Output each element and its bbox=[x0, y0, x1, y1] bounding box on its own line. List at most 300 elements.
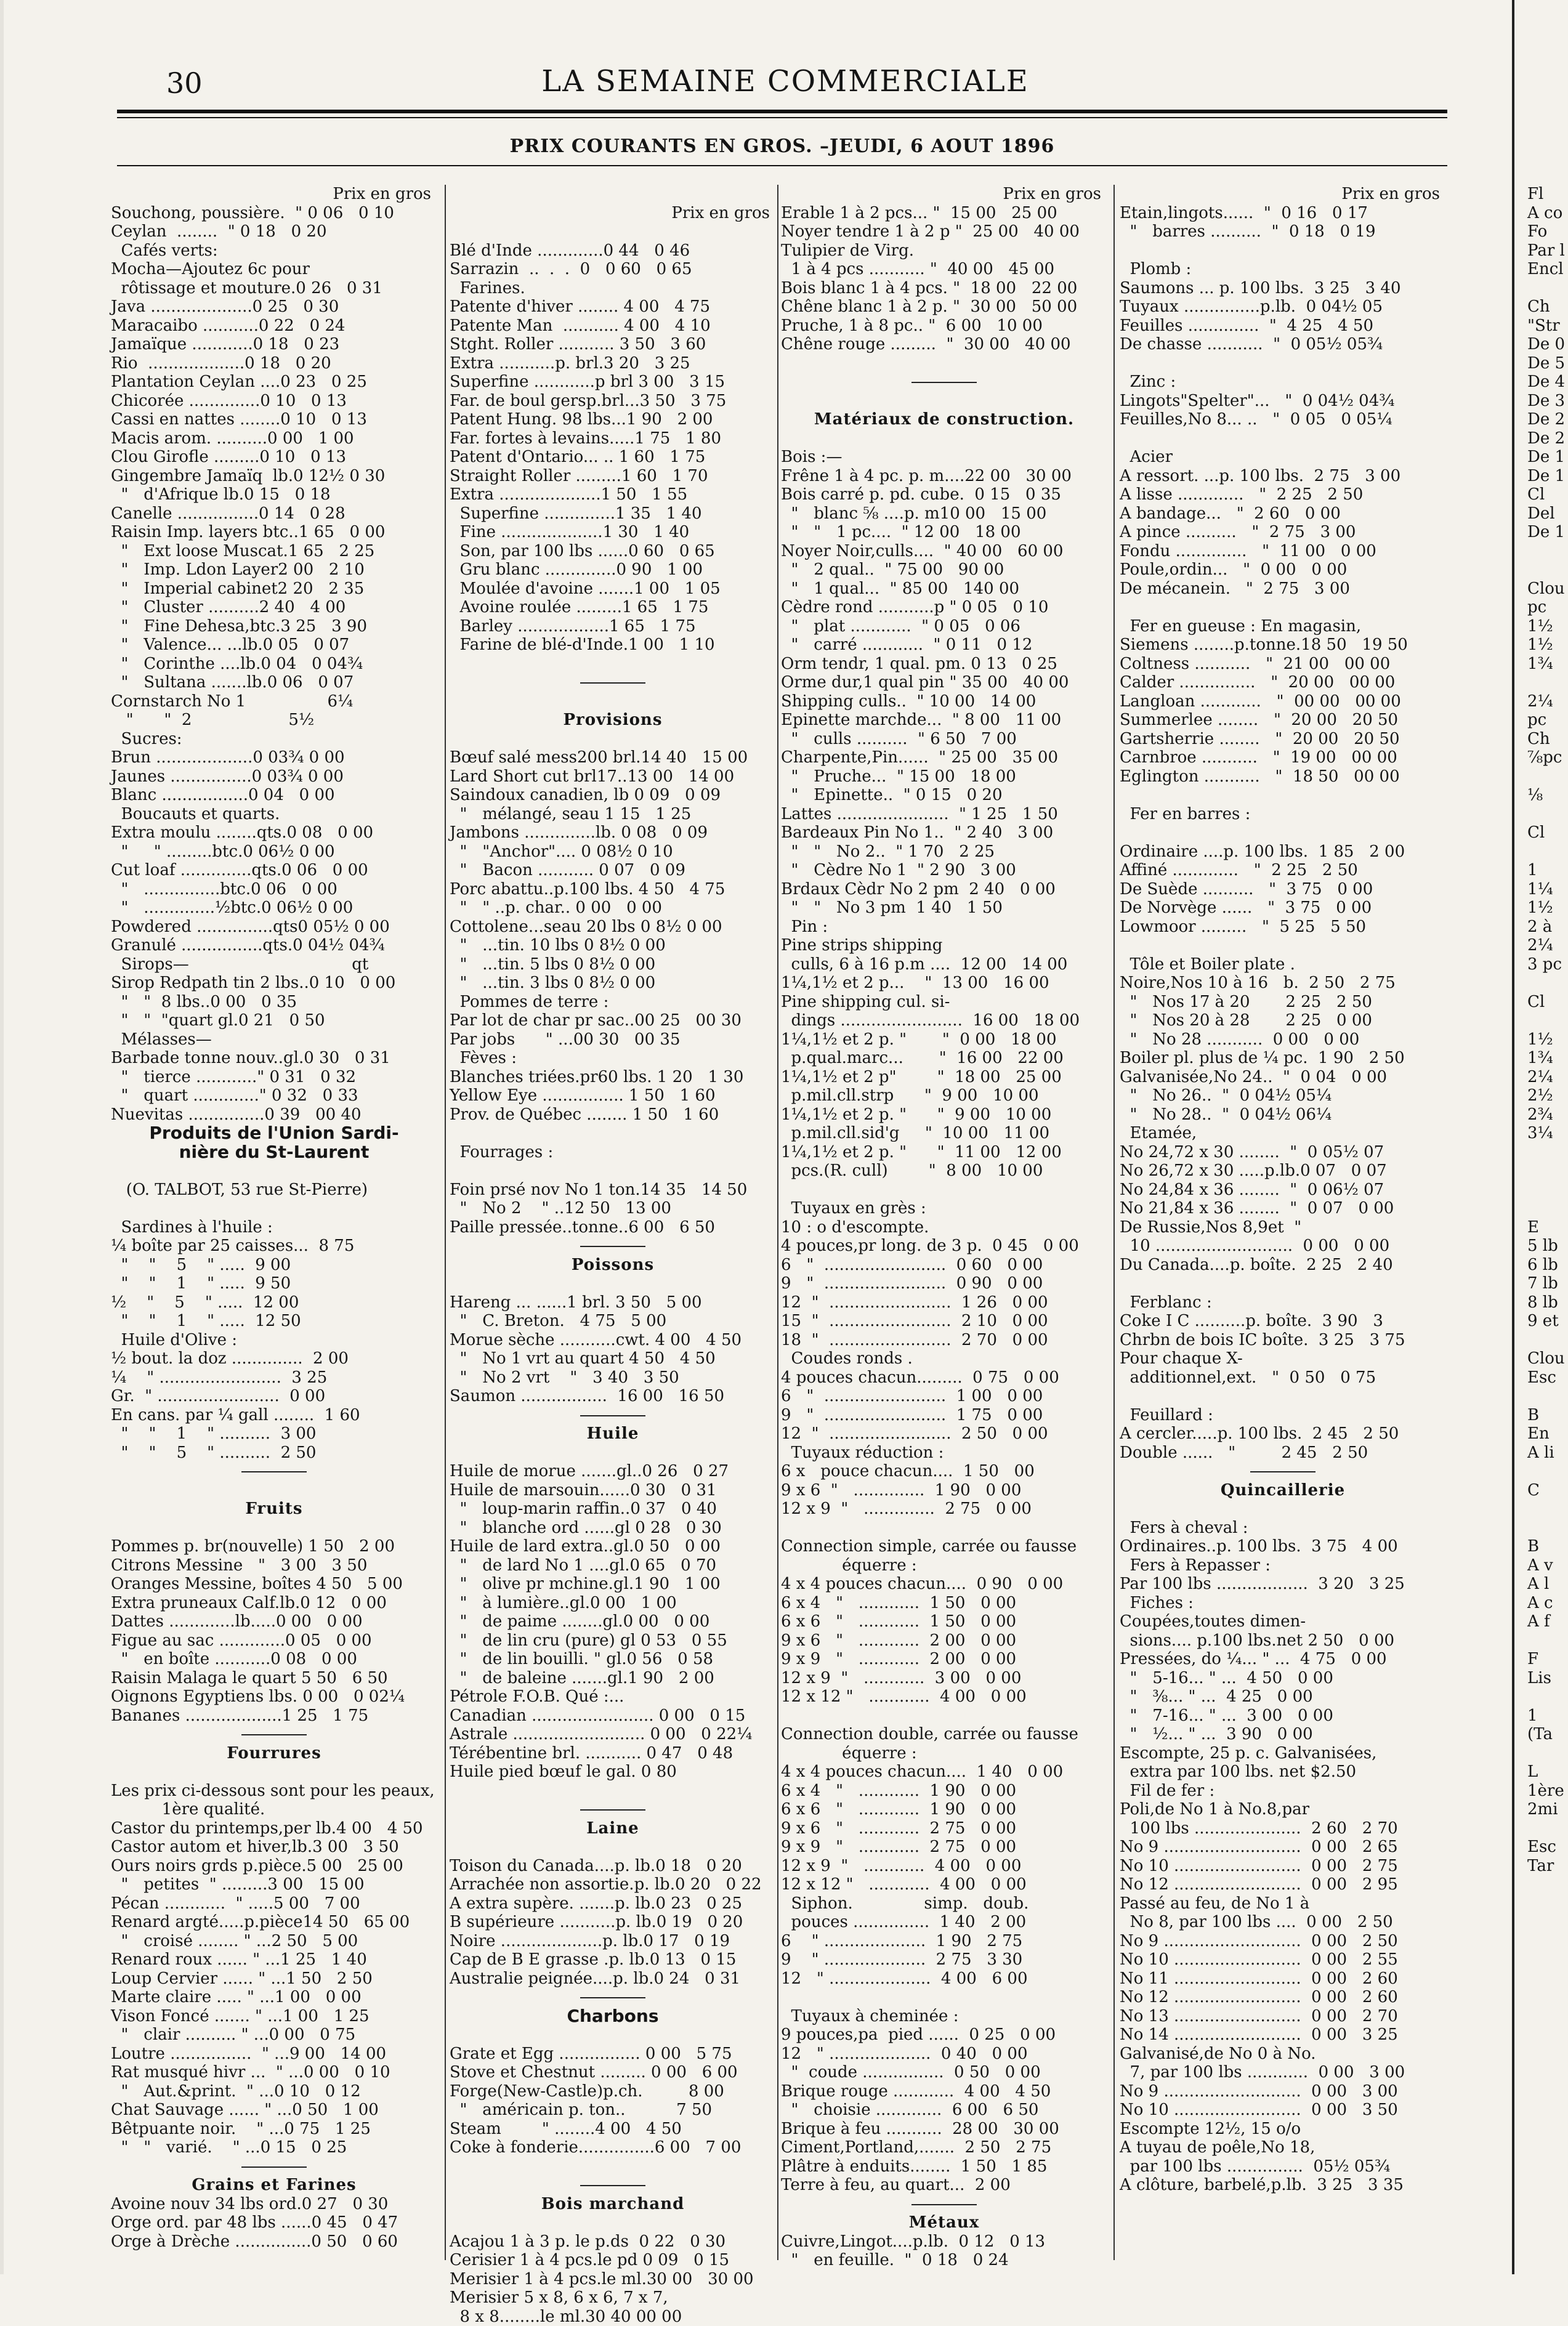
price-line: Chrbn de bois IC boîte. 3 25 3 75 bbox=[1120, 1331, 1446, 1350]
fragment-line: Cl bbox=[1527, 993, 1568, 1012]
fragment-line: 2¼ bbox=[1527, 692, 1568, 711]
price-line: " Imp. Ldon Layer2 00 2 10 bbox=[111, 560, 437, 579]
price-line: 6 " ........................ 0 60 0 00 bbox=[781, 1256, 1107, 1275]
price-line: Bananes ...................1 25 1 75 bbox=[111, 1706, 437, 1726]
fragment-line: ⅛ bbox=[1527, 786, 1568, 805]
price-line bbox=[781, 1519, 1107, 1538]
price-line: " No 2 vrt " 3 40 3 50 bbox=[450, 1368, 776, 1387]
price-line: Coudes ronds . bbox=[781, 1349, 1107, 1368]
fragment-line: Del bbox=[1527, 504, 1568, 523]
fragment-line bbox=[1527, 805, 1568, 824]
price-column-3 bbox=[781, 185, 1107, 2270]
price-line: Gr. " ........................ 0 00 bbox=[111, 1387, 437, 1406]
section-heading: Métaux bbox=[781, 2213, 1107, 2232]
section-heading: nière du St-Laurent bbox=[111, 1143, 437, 1162]
price-line: Coupées,toutes dimen- bbox=[1120, 1612, 1446, 1631]
fragment-line: Encl bbox=[1527, 260, 1568, 279]
price-line: " blanc ⅝ ....p. m10 00 15 00 bbox=[781, 504, 1107, 523]
price-line: " de lin bouilli. " gl.0 56 0 58 bbox=[450, 1650, 776, 1669]
price-line: pcs.(R. cull) " 8 00 10 00 bbox=[781, 1161, 1107, 1181]
price-line: A ressort. ...p. 100 lbs. 2 75 3 00 bbox=[1120, 467, 1446, 486]
price-line: Erable 1 à 2 pcs... " 15 00 25 00 bbox=[781, 204, 1107, 223]
price-line: Feuilles .............. " 4 25 4 50 bbox=[1120, 317, 1446, 336]
price-line: Par 100 lbs .................. 3 20 3 25 bbox=[1120, 1575, 1446, 1594]
fragment-line bbox=[1527, 1011, 1568, 1030]
price-line bbox=[781, 392, 1107, 411]
section-heading: Charbons bbox=[450, 2007, 776, 2026]
price-line: No 10 ......................... 0 00 2 75 bbox=[1120, 1857, 1446, 1876]
price-line: " ½... " ... 3 90 0 00 bbox=[1120, 1725, 1446, 1744]
price-line bbox=[1120, 598, 1446, 617]
fragment-line bbox=[1527, 560, 1568, 579]
fragment-line: De 5 bbox=[1527, 354, 1568, 373]
price-line: Pin : bbox=[781, 918, 1107, 937]
section-heading: Provisions bbox=[450, 711, 776, 730]
price-line: Affiné ............. " 2 25 2 50 bbox=[1120, 861, 1446, 880]
price-line: 9 " .................... 2 75 3 30 bbox=[781, 1950, 1107, 1969]
price-line: Poli,de No 1 à No.8,par bbox=[1120, 1800, 1446, 1819]
price-line: " coude ................ 0 50 0 00 bbox=[781, 2063, 1107, 2082]
fragment-line: 7 lb bbox=[1527, 1274, 1568, 1293]
price-line: Cottolene...seau 20 lbs 0 8½ 0 00 bbox=[450, 918, 776, 937]
fragment-line: A v bbox=[1527, 1556, 1568, 1575]
price-line: Barbade tonne nouv..gl.0 30 0 31 bbox=[111, 1049, 437, 1068]
price-line: p.mil.cll.sid'g " 10 00 11 00 bbox=[781, 1124, 1107, 1143]
fragment-line: 2½ bbox=[1527, 1086, 1568, 1105]
price-line: Coke à fonderie...............6 00 7 00 bbox=[450, 2138, 776, 2157]
price-line: Pétrole F.O.B. Qué :... bbox=[450, 1687, 776, 1706]
price-line bbox=[781, 1988, 1107, 2007]
price-line: 1 à 4 pcs ........... " 40 00 45 00 bbox=[781, 260, 1107, 279]
price-line: Chat Sauvage ...... " ...0 50 1 00 bbox=[111, 2101, 437, 2120]
price-line: Sarrazin .. . . 0 0 60 0 65 bbox=[450, 260, 776, 279]
section-heading: Grains et Farines bbox=[111, 2176, 437, 2195]
price-line: Prix en gros bbox=[781, 185, 1107, 204]
price-line: Paille pressée..tonne..6 00 6 50 bbox=[450, 1218, 776, 1237]
price-line: No 10 ......................... 0 00 3 50 bbox=[1120, 2101, 1446, 2120]
price-line: Saindoux canadien, lb 0 09 0 09 bbox=[450, 786, 776, 805]
fragment-line bbox=[1527, 1687, 1568, 1706]
price-line: No 11 ......................... 0 00 2 60 bbox=[1120, 1969, 1446, 1989]
price-line: Mocha—Ajoutez 6c pour bbox=[111, 260, 437, 279]
price-line: Prix en gros bbox=[450, 204, 776, 223]
price-line: 100 lbs ..................... 2 60 2 70 bbox=[1120, 1819, 1446, 1838]
price-line: dings ........................ 16 00 18 00 bbox=[781, 1011, 1107, 1030]
price-line bbox=[450, 2213, 776, 2232]
price-line: Huile pied bœuf le gal. 0 80 bbox=[450, 1763, 776, 1782]
price-line: Farines. bbox=[450, 279, 776, 298]
price-line: 6 x 4 " ............ 1 90 0 00 bbox=[781, 1782, 1107, 1801]
price-line: Macis arom. ..........0 00 1 00 bbox=[111, 429, 437, 448]
price-line: Tuyaux réduction : bbox=[781, 1444, 1107, 1463]
fragment-line: 3¼ bbox=[1527, 1124, 1568, 1143]
price-line: Huile de lard extra..gl.0 50 0 00 bbox=[450, 1537, 776, 1556]
price-line: Patent d'Ontario... .. 1 60 1 75 bbox=[450, 448, 776, 467]
price-line: " " No 3 pm 1 40 1 50 bbox=[781, 898, 1107, 918]
price-line bbox=[1120, 823, 1446, 842]
header-rule-thick bbox=[117, 110, 1447, 113]
price-line: 6 x pouce chacun.... 1 50 00 bbox=[781, 1462, 1107, 1481]
price-line: " petites " .........3 00 15 00 bbox=[111, 1875, 437, 1894]
price-line: " croisé ........ " ...2 50 5 00 bbox=[111, 1932, 437, 1951]
price-line: " No 1 vrt au quart 4 50 4 50 bbox=[450, 1349, 776, 1368]
price-line: No 12 ......................... 0 00 2 60 bbox=[1120, 1988, 1446, 2007]
price-line: Avoine nouv 34 lbs ord.0 27 0 30 bbox=[111, 2195, 437, 2214]
price-line: Moulée d'avoine .......1 00 1 05 bbox=[450, 579, 776, 599]
price-line: No 13 ......................... 0 00 2 70 bbox=[1120, 2007, 1446, 2026]
price-line: ¼ boîte par 25 caisses... 8 75 bbox=[111, 1237, 437, 1256]
price-line: " ..............½btc.0 06½ 0 00 bbox=[111, 898, 437, 918]
price-line: 6 x 4 " ............ 1 50 0 00 bbox=[781, 1594, 1107, 1613]
price-line: " 7-16... " ... 3 00 0 00 bbox=[1120, 1706, 1446, 1726]
price-line: Porc abattu..p.100 lbs. 4 50 4 75 bbox=[450, 880, 776, 899]
price-line: " No 2 " ..12 50 13 00 bbox=[450, 1199, 776, 1218]
fragment-line bbox=[1527, 974, 1568, 993]
price-line: ¼ " ........................ 3 25 bbox=[111, 1368, 437, 1387]
price-line: Stove et Chestnut ......... 0 00 6 00 bbox=[450, 2063, 776, 2082]
price-line bbox=[111, 1481, 437, 1500]
price-line: Blanches triées.pr60 lbs. 1 20 1 30 bbox=[450, 1068, 776, 1087]
price-line: Frêne 1 à 4 pc. p. m....22 00 30 00 bbox=[781, 467, 1107, 486]
price-line bbox=[450, 1444, 776, 1463]
price-line bbox=[450, 1124, 776, 1143]
fragment-line: Fo bbox=[1527, 222, 1568, 241]
section-heading: Poissons bbox=[450, 1256, 776, 1275]
column-divider bbox=[1113, 185, 1115, 2260]
price-line: Pécan ............ " .....5 00 7 00 bbox=[111, 1894, 437, 1913]
price-line: Lard Short cut brl17..13 00 14 00 bbox=[450, 767, 776, 786]
price-line: Hareng ... ......1 brl. 3 50 5 00 bbox=[450, 1293, 776, 1312]
fragment-line bbox=[1527, 1819, 1568, 1838]
price-line: 10 : o d'escompte. bbox=[781, 1218, 1107, 1237]
fragment-line: 6 lb bbox=[1527, 1256, 1568, 1275]
price-line: " d'Afrique lb.0 15 0 18 bbox=[111, 485, 437, 504]
header-rule-thin bbox=[117, 117, 1447, 118]
price-line: Cafés verts: bbox=[111, 241, 437, 260]
fragment-line: ⅞pc bbox=[1527, 748, 1568, 767]
price-line: Patent Hung. 98 lbs...1 90 2 00 bbox=[450, 410, 776, 429]
price-line: Avoine roulée .........1 65 1 75 bbox=[450, 598, 776, 617]
price-line: " mélangé, seau 1 15 1 25 bbox=[450, 805, 776, 824]
price-line: No 8, par 100 lbs .... 0 00 2 50 bbox=[1120, 1913, 1446, 1932]
fragment-line: Lis bbox=[1527, 1669, 1568, 1688]
price-line: " Imperial cabinet2 20 2 35 bbox=[111, 579, 437, 599]
fragment-line: Clou bbox=[1527, 1349, 1568, 1368]
price-line: Oranges Messine, boîtes 4 50 5 00 bbox=[111, 1575, 437, 1594]
price-line: " " No 2.. " 1 70 2 25 bbox=[781, 842, 1107, 862]
price-line: " Pruche... " 15 00 18 00 bbox=[781, 767, 1107, 786]
fragment-line: 1¾ bbox=[1527, 1049, 1568, 1068]
price-line: 6 " .................... 1 90 2 75 bbox=[781, 1932, 1107, 1951]
price-line: Les prix ci-dessous sont pour les peaux, bbox=[111, 1782, 437, 1801]
price-line: Tuyaux ...............p.lb. 0 04½ 05 bbox=[1120, 297, 1446, 317]
fragment-line bbox=[1527, 1519, 1568, 1538]
price-line: Orm tendr, 1 qual. pm. 0 13 0 25 bbox=[781, 655, 1107, 674]
price-line: Connection double, carrée ou fausse bbox=[781, 1725, 1107, 1744]
price-line: Prix en gros bbox=[1120, 185, 1446, 204]
price-line: Fers à Repasser : bbox=[1120, 1556, 1446, 1575]
price-line: " " 8 lbs..0 00 0 35 bbox=[111, 993, 437, 1012]
price-line: Jamaïque ............0 18 0 23 bbox=[111, 335, 437, 354]
fragment-line: 2 à bbox=[1527, 918, 1568, 937]
fragment-line: 2¼ bbox=[1527, 1068, 1568, 1087]
price-line: " No 28 ........... 0 00 0 00 bbox=[1120, 1030, 1446, 1049]
price-line: 12 x 12 " ............ 4 00 0 00 bbox=[781, 1875, 1107, 1894]
price-line: 1ère qualité. bbox=[111, 1800, 437, 1819]
price-line: ½ " 5 " ..... 12 00 bbox=[111, 1293, 437, 1312]
fragment-line: 1 bbox=[1527, 1706, 1568, 1726]
price-line: " 2 qual.. " 75 00 90 00 bbox=[781, 560, 1107, 579]
price-line: 4 x 4 pouces chacun.... 0 90 0 00 bbox=[781, 1575, 1107, 1594]
price-line: Fil de fer : bbox=[1120, 1782, 1446, 1801]
price-line: 4 x 4 pouces chacun.... 1 40 0 00 bbox=[781, 1763, 1107, 1782]
price-line: (O. TALBOT, 53 rue St-Pierre) bbox=[111, 1181, 437, 1200]
price-line bbox=[450, 1838, 776, 1857]
price-line: Ours noirs grds p.pièce.5 00 25 00 bbox=[111, 1857, 437, 1876]
price-line: Eglington ........... " 18 50 00 00 bbox=[1120, 767, 1446, 786]
price-line: culls, 6 à 16 p.m .... 12 00 14 00 bbox=[781, 955, 1107, 974]
price-line: Morue sèche ...........cwt. 4 00 4 50 bbox=[450, 1331, 776, 1350]
price-line: " " 5 " ..... 9 00 bbox=[111, 1256, 437, 1275]
price-line: Steam " ........4 00 4 50 bbox=[450, 2120, 776, 2139]
price-line: Tuyaux à cheminée : bbox=[781, 2007, 1107, 2026]
price-line: De mécanein. " 2 75 3 00 bbox=[1120, 579, 1446, 599]
price-line: 8 x 8........le ml.30 40 00 00 bbox=[450, 2308, 776, 2326]
price-line: Sucres: bbox=[111, 730, 437, 749]
price-line: Ordinaire ....p. 100 lbs. 1 85 2 00 bbox=[1120, 842, 1446, 862]
price-line: Tulipier de Virg. bbox=[781, 241, 1107, 260]
price-line: Brique rouge ............ 4 00 4 50 bbox=[781, 2082, 1107, 2101]
price-line: " ...tin. 3 lbs 0 8½ 0 00 bbox=[450, 974, 776, 993]
price-line: A cercler.....p. 100 lbs. 2 45 2 50 bbox=[1120, 1424, 1446, 1444]
price-line: 12 x 9 " ............ 4 00 0 00 bbox=[781, 1857, 1107, 1876]
price-line: Fer en barres : bbox=[1120, 805, 1446, 824]
price-line: Escompte 12½, 15 o/o bbox=[1120, 2120, 1446, 2139]
section-rule bbox=[450, 673, 776, 692]
price-line: Barley ..................1 65 1 75 bbox=[450, 617, 776, 636]
page-number: 30 bbox=[166, 67, 203, 100]
price-line bbox=[781, 1181, 1107, 1200]
fragment-line bbox=[1527, 279, 1568, 298]
price-line bbox=[111, 1519, 437, 1538]
price-line: De Suède .......... " 3 75 0 00 bbox=[1120, 880, 1446, 899]
price-line: " " 2 5½ bbox=[111, 711, 437, 730]
price-line: Fiches : bbox=[1120, 1594, 1446, 1613]
price-line: " "Anchor".... 0 08½ 0 10 bbox=[450, 842, 776, 862]
price-line: Pine strips shipping bbox=[781, 936, 1107, 955]
price-line: Orme dur,1 qual pin " 35 00 40 00 bbox=[781, 673, 1107, 692]
fragment-line: Cl bbox=[1527, 485, 1568, 504]
fragment-line: pc bbox=[1527, 711, 1568, 730]
price-line bbox=[450, 1274, 776, 1293]
price-line: Feuilles,No 8... .. " 0 05 0 05¼ bbox=[1120, 410, 1446, 429]
price-line bbox=[450, 222, 776, 241]
price-line: Cuivre,Lingot....p.lb. 0 12 0 13 bbox=[781, 2232, 1107, 2251]
column-divider bbox=[777, 185, 778, 2260]
price-line: " tierce ............" 0 31 0 32 bbox=[111, 1068, 437, 1087]
fragment-line: 8 lb bbox=[1527, 1293, 1568, 1312]
price-line: 1¼,1½ et 2 p. " " 0 00 18 00 bbox=[781, 1030, 1107, 1049]
fragment-line: A li bbox=[1527, 1444, 1568, 1463]
price-line: 18 " ........................ 2 70 0 00 bbox=[781, 1331, 1107, 1350]
price-line: Gru blanc ..............0 90 1 00 bbox=[450, 560, 776, 579]
price-line: 9 x 6 " .............. 1 90 0 00 bbox=[781, 1481, 1107, 1500]
price-line: Ceylan ........ " 0 18 0 20 bbox=[111, 222, 437, 241]
price-line bbox=[1120, 354, 1446, 373]
price-line: 12 " ........................ 2 50 0 00 bbox=[781, 1424, 1107, 1444]
price-line: Castor du printemps,per lb.4 00 4 50 bbox=[111, 1819, 437, 1838]
price-line: Siphon. simp. doub. bbox=[781, 1894, 1107, 1913]
price-line: p.mil.cll.strp " 9 00 10 00 bbox=[781, 1086, 1107, 1105]
price-line: Orge à Drèche ...............0 50 0 60 bbox=[111, 2232, 437, 2251]
price-line: Tuyaux en grès : bbox=[781, 1199, 1107, 1218]
price-line: " ...............btc.0 06 0 00 bbox=[111, 880, 437, 899]
price-line: Huile de marsouin......0 30 0 31 bbox=[450, 1481, 776, 1500]
price-line: 4 pouces,pr long. de 3 p. 0 45 0 00 bbox=[781, 1237, 1107, 1256]
price-line: " quart ............." 0 32 0 33 bbox=[111, 1086, 437, 1105]
fragment-line: 1½ bbox=[1527, 617, 1568, 636]
fragment-line: De 1 bbox=[1527, 523, 1568, 542]
price-line: Cerisier 1 à 4 pcs.le pd 0 09 0 15 bbox=[450, 2251, 776, 2270]
fragment-line: De 2 bbox=[1527, 410, 1568, 429]
price-line: En cans. par ¼ gall ........ 1 60 bbox=[111, 1406, 437, 1425]
price-line: Sirops— qt bbox=[111, 955, 437, 974]
price-line: 7, par 100 lbs ............ 0 00 3 00 bbox=[1120, 2063, 1446, 2082]
price-line: A extra supère. .......p. lb.0 23 0 25 bbox=[450, 1894, 776, 1913]
price-line bbox=[111, 1199, 437, 1218]
fragment-line: C bbox=[1527, 1481, 1568, 1500]
price-line: Powdered ...............qts0 05½ 0 00 bbox=[111, 918, 437, 937]
section-heading: Bois marchand bbox=[450, 2195, 776, 2214]
price-line: Coke I C ..........p. boîte. 3 90 3 bbox=[1120, 1312, 1446, 1331]
fragment-line: 1½ bbox=[1527, 1030, 1568, 1049]
price-line: Rio ...................0 18 0 20 bbox=[111, 354, 437, 373]
price-line: Castor autom et hiver,lb.3 00 3 50 bbox=[111, 1838, 437, 1857]
fragment-line: Par l bbox=[1527, 241, 1568, 260]
price-line: Terre à feu, au quart... 2 00 bbox=[781, 2176, 1107, 2195]
price-line: " Nos 17 à 20 2 25 2 50 bbox=[1120, 993, 1446, 1012]
price-line: 15 " ........................ 2 10 0 00 bbox=[781, 1312, 1107, 1331]
price-line: 12 " ........................ 1 26 0 00 bbox=[781, 1293, 1107, 1312]
price-line: Cassi en nattes ........0 10 0 13 bbox=[111, 410, 437, 429]
section-rule bbox=[781, 373, 1107, 392]
price-line bbox=[781, 354, 1107, 373]
price-line: Térébentine brl. ........... 0 47 0 48 bbox=[450, 1744, 776, 1763]
price-line: " Fine Dehesa,btc.3 25 3 90 bbox=[111, 617, 437, 636]
fragment-line: A f bbox=[1527, 1612, 1568, 1631]
price-line: Far. de boul gersp.brl...3 50 3 75 bbox=[450, 392, 776, 411]
price-line: " " 1 " .......... 3 00 bbox=[111, 1424, 437, 1444]
price-line: " Bacon ........... 0 07 0 09 bbox=[450, 861, 776, 880]
price-line: Plantation Ceylan ....0 23 0 25 bbox=[111, 373, 437, 392]
price-line: Rat musqué hivr ... " ...0 00 0 10 bbox=[111, 2063, 437, 2082]
price-line: Marte claire ..... " ...1 00 0 00 bbox=[111, 1988, 437, 2007]
price-line: Canelle ................0 14 0 28 bbox=[111, 504, 437, 523]
fragment-line: "Str bbox=[1527, 317, 1568, 336]
price-line: Bois blanc 1 à 4 pcs. " 18 00 22 00 bbox=[781, 279, 1107, 298]
price-line bbox=[1120, 241, 1446, 260]
price-line: Fourrages : bbox=[450, 1143, 776, 1162]
price-line: 9 pouces,pa pied ...... 0 25 0 00 bbox=[781, 2025, 1107, 2045]
price-line: " loup-marin raffin..0 37 0 40 bbox=[450, 1500, 776, 1519]
price-line bbox=[450, 1161, 776, 1181]
price-line: 9 x 9 " ............ 2 00 0 00 bbox=[781, 1650, 1107, 1669]
price-line: Loutre ................ " ...9 00 14 00 bbox=[111, 2045, 437, 2064]
price-line: " culls .......... " 6 50 7 00 bbox=[781, 730, 1107, 749]
price-line: " blanche ord ......gl 0 28 0 30 bbox=[450, 1519, 776, 1538]
price-line: Etamée, bbox=[1120, 1124, 1446, 1143]
price-line: Patente Man ........... 4 00 4 10 bbox=[450, 317, 776, 336]
price-line: Extra ....................1 50 1 55 bbox=[450, 485, 776, 504]
fragment-line: Ch bbox=[1527, 297, 1568, 317]
section-rule bbox=[111, 1725, 437, 1744]
price-line: pouces ............... 1 40 2 00 bbox=[781, 1913, 1107, 1932]
price-line bbox=[450, 655, 776, 674]
price-line: Par jobs " ...00 30 00 35 bbox=[450, 1030, 776, 1049]
price-line: Citrons Messine " 3 00 3 50 bbox=[111, 1556, 437, 1575]
column-divider bbox=[445, 185, 446, 2260]
price-line bbox=[1120, 786, 1446, 805]
price-line: Renard argté.....p.pièce14 50 65 00 bbox=[111, 1913, 437, 1932]
price-line: " Epinette.. " 0 15 0 20 bbox=[781, 786, 1107, 805]
price-line: " clair .......... " ...0 00 0 75 bbox=[111, 2025, 437, 2045]
price-column-4 bbox=[1120, 185, 1446, 2195]
publication-title: LA SEMAINE COMMERCIALE bbox=[129, 64, 1441, 99]
adjacent-page-fragment bbox=[1527, 185, 1568, 1875]
price-line: Souchong, poussière. " 0 06 0 10 bbox=[111, 204, 437, 223]
fragment-line: L bbox=[1527, 1763, 1568, 1782]
fragment-line: De 1 bbox=[1527, 467, 1568, 486]
price-line: Merisier 5 x 8, 6 x 6, 7 x 7, bbox=[450, 2288, 776, 2308]
fragment-line: De 4 bbox=[1527, 373, 1568, 392]
fragment-line bbox=[1527, 767, 1568, 786]
price-line: " de paime ........gl.0 00 0 00 bbox=[450, 1612, 776, 1631]
price-line: " C. Breton. 4 75 5 00 bbox=[450, 1312, 776, 1331]
section-heading: Fourrures bbox=[111, 1744, 437, 1763]
price-line: Shipping culls.. " 10 00 14 00 bbox=[781, 692, 1107, 711]
fragment-line bbox=[1527, 1387, 1568, 1406]
price-line: 9 " ........................ 0 90 0 00 bbox=[781, 1274, 1107, 1293]
fragment-line bbox=[1527, 542, 1568, 561]
price-column-1 bbox=[111, 185, 437, 2251]
price-line: 9 x 6 " ............ 2 75 0 00 bbox=[781, 1819, 1107, 1838]
price-line: Extra pruneaux Calf.lb.0 12 0 00 bbox=[111, 1594, 437, 1613]
price-line: Nuevitas ...............0 39 00 40 bbox=[111, 1105, 437, 1125]
page-header bbox=[129, 54, 1441, 103]
price-line bbox=[450, 730, 776, 749]
price-line: Coltness ........... " 21 00 00 00 bbox=[1120, 655, 1446, 674]
fragment-line: Tar bbox=[1527, 1857, 1568, 1876]
price-line: Lattes ...................... " 1 25 1 50 bbox=[781, 805, 1107, 824]
price-line: De Norvège ...... " 3 75 0 00 bbox=[1120, 898, 1446, 918]
price-line: " Corinthe ....lb.0 04 0 04¾ bbox=[111, 655, 437, 674]
price-line: Bardeaux Pin No 1.. " 2 40 3 00 bbox=[781, 823, 1107, 842]
fragment-line: 1 bbox=[1527, 861, 1568, 880]
price-line: Sirop Redpath tin 2 lbs..0 10 0 00 bbox=[111, 974, 437, 993]
price-line: Extra moulu ........qts.0 08 0 00 bbox=[111, 823, 437, 842]
price-line: Brun ...................0 03¾ 0 00 bbox=[111, 748, 437, 767]
price-line: " Ext loose Muscat.1 65 2 25 bbox=[111, 542, 437, 561]
price-line: Renard roux ...... " ...1 25 1 40 bbox=[111, 1950, 437, 1969]
fragment-line: Ch bbox=[1527, 730, 1568, 749]
price-column-2 bbox=[450, 185, 776, 2326]
price-line: 12 " .................... 4 00 6 00 bbox=[781, 1969, 1107, 1989]
price-line: " ...tin. 10 lbs 0 8½ 0 00 bbox=[450, 936, 776, 955]
price-line: No 14 ......................... 0 00 3 25 bbox=[1120, 2025, 1446, 2045]
price-line: Chêne blanc 1 à 2 p. " 30 00 50 00 bbox=[781, 297, 1107, 317]
price-line: Acier bbox=[1120, 448, 1446, 467]
price-line: " " varié. " ...0 15 0 25 bbox=[111, 2138, 437, 2157]
